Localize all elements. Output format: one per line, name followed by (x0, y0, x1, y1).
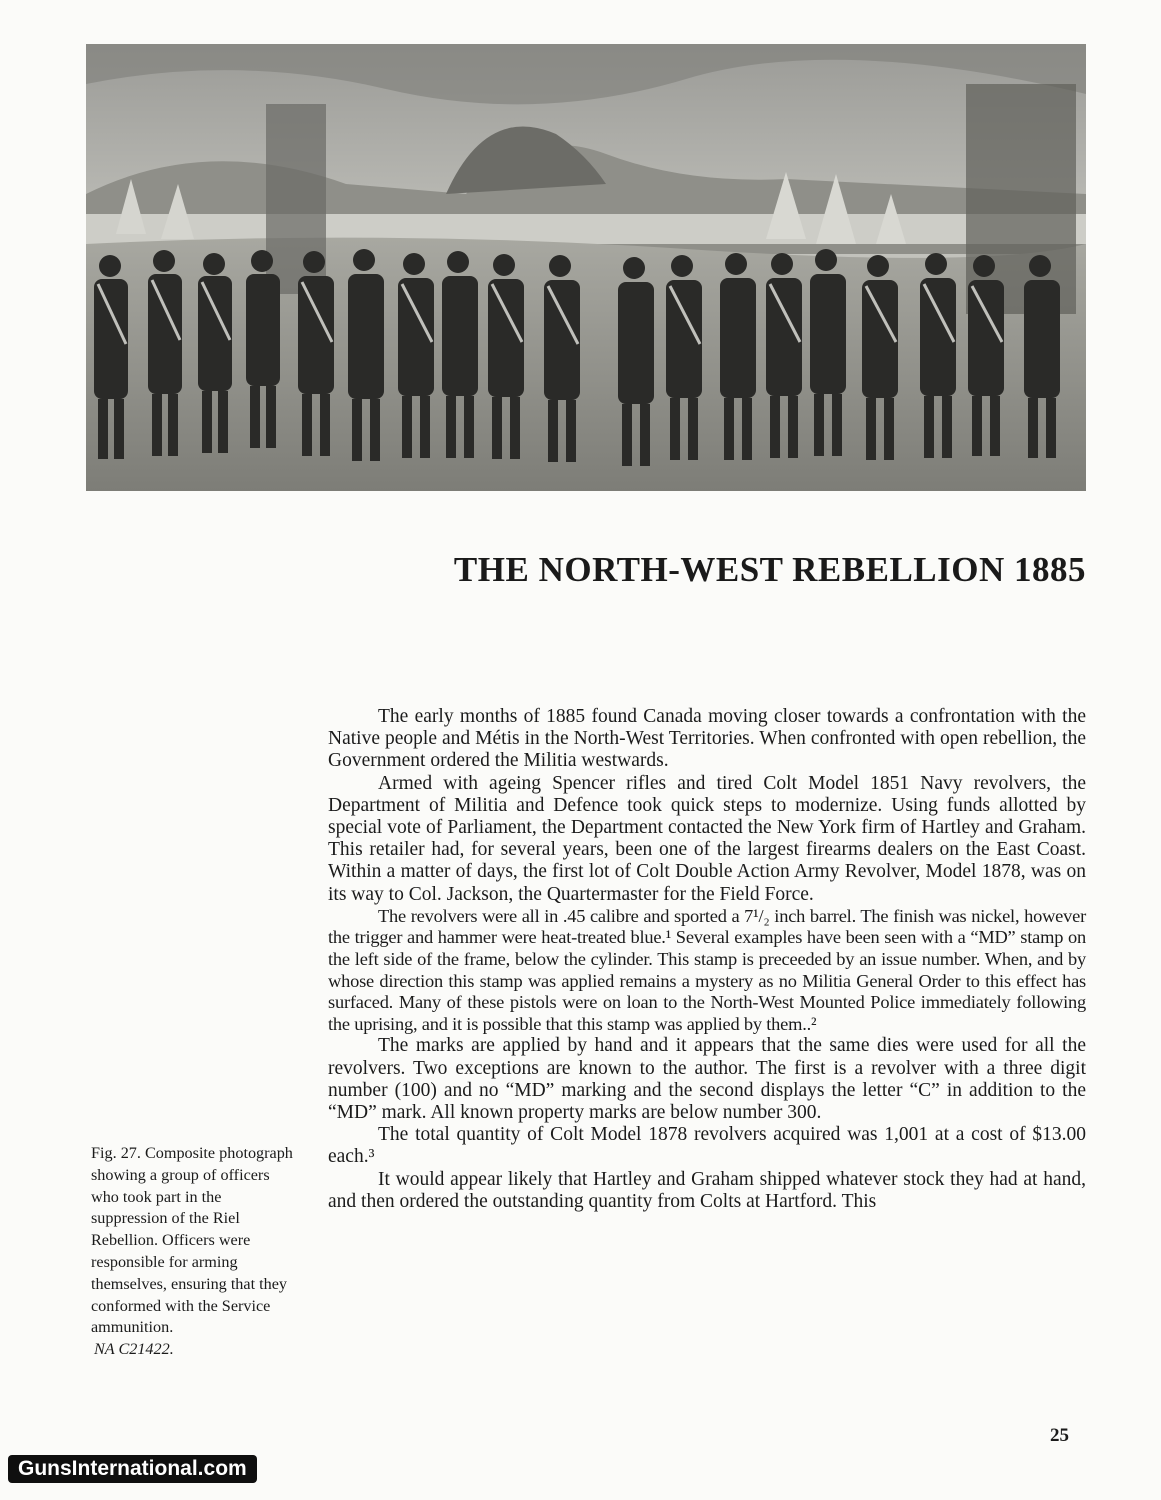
paragraph: The marks are applied by hand and it appears that the same dies were used for all the revolvers. Two exceptions are known to the author. The first is a revolver with a three digit number (100) and no “MD” marking and the second displays the letter “C” in addition to the “MD” mark. All known property marks are below number 300. (328, 1035, 1086, 1123)
composite-photograph (86, 44, 1086, 491)
paragraph: The early months of 1885 found Canada moving closer towards a confrontation with the Native people and Métis in the North-West Territories. When confronted with open rebellion, the Government ordered the Militia westwards. (328, 706, 1086, 772)
paragraph: The revolvers were all in .45 calibre and sported a 7¹/₂ inch barrel. The finish was nickel, however the trigger and hammer were heat-treated blue.¹ Several examples have been seen with a “MD” stamp on the left side of the frame, below the cylinder. This stamp is preceeded by an issue number. When, and by whose direction this stamp was applied remains a mystery as no Militia General Order to this effect has surfaced. Many of these pistols were on loan to the North-West Mounted Police immediately following the uprising, and it is possible that this stamp was applied by them..² (328, 905, 1086, 1034)
paragraph: Armed with ageing Spencer rifles and tired Colt Model 1851 Navy revolvers, the Department of Militia and Defence took quick steps to modernize. Using funds allotted by special vote of Parliament, the Department contacted the New York firm of Hartley and Graham. This retailer had, for several years, been one of the largest firearms dealers on the East Coast. Within a matter of days, the first lot of Colt Double Action Army Revolver, Model 1878, was on its way to Col. Jackson, the Quartermaster for the Field Force. (328, 772, 1086, 905)
page-number: 25 (1050, 1425, 1069, 1446)
article-body (328, 706, 1086, 1213)
caption-text: Fig. 27. Composite photograph showing a group of officers who took part in the suppression of the Riel Rebellion. Officers were responsible for arming themselves, ensuring that they conformed with the Service ammunition. (91, 1144, 293, 1337)
page-title: THE NORTH-WEST REBELLION 1885 (453, 550, 1086, 589)
paragraph: It would appear likely that Hartley and Graham shipped whatever stock they had at hand, and then ordered the outstanding quantity from Colts at Hartford. This (328, 1168, 1086, 1212)
caption-source: NA C21422. (94, 1340, 174, 1359)
watermark-logo: GunsInternational.com (8, 1455, 257, 1483)
paragraph: The total quantity of Colt Model 1878 revolvers acquired was 1,001 at a cost of $13.00 each.³ (328, 1124, 1086, 1168)
figure-caption (91, 1143, 296, 1361)
